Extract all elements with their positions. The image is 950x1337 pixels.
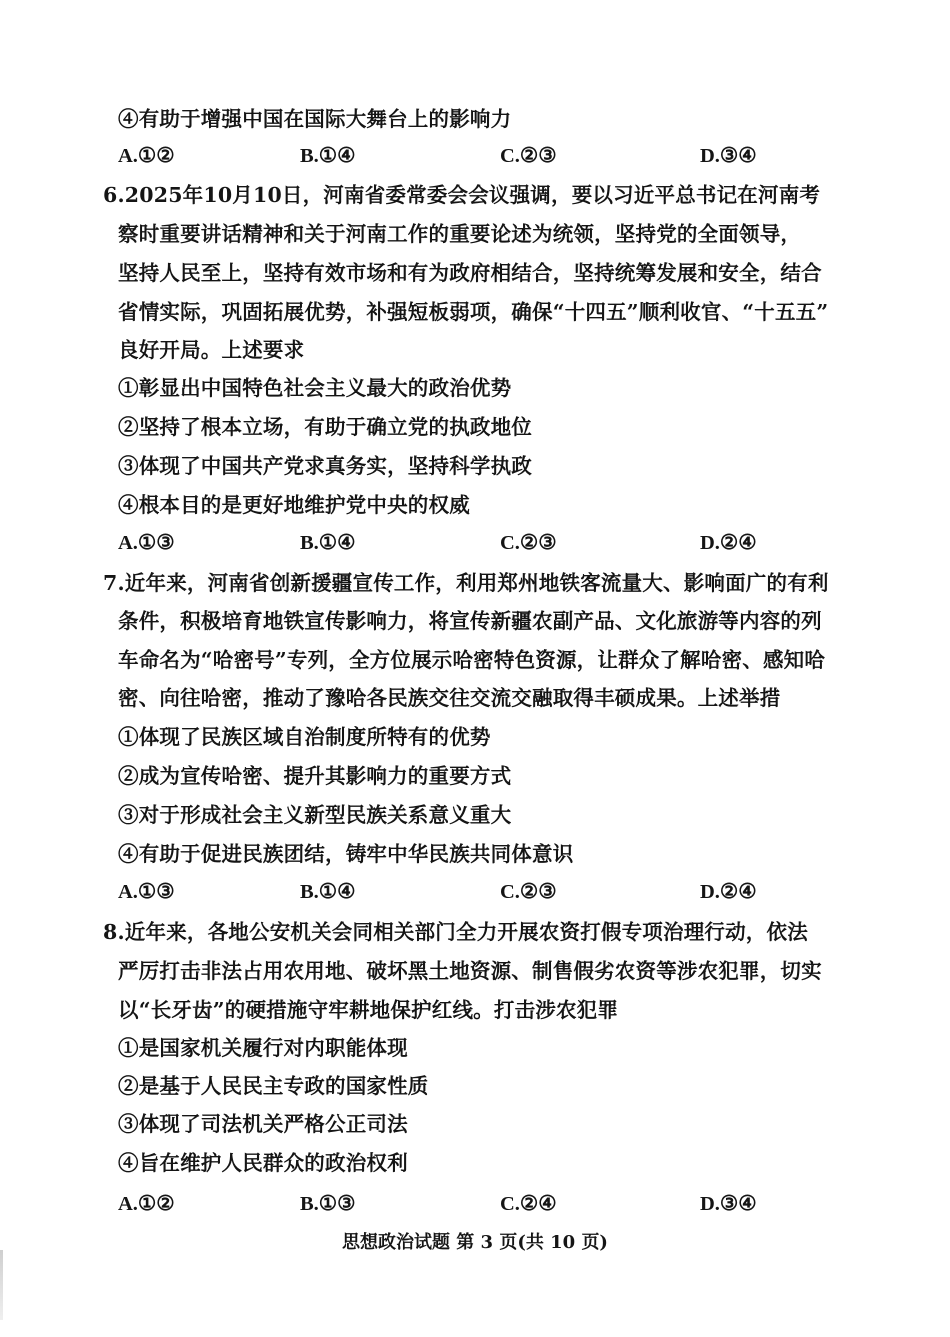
q7-stem-line-1: 7.近年来，河南省创新援疆宣传工作，利用郑州地铁客流量大、影响面广的有利: [103, 571, 829, 595]
q5-choice-c: C.②③: [500, 145, 557, 167]
q6-stem-line-3: 坚持人民至上，坚持有效市场和有为政府相结合，坚持统筹发展和安全，结合: [118, 261, 822, 285]
q5-choices: [118, 141, 838, 171]
q7-choice-d: D.②④: [700, 881, 757, 903]
q8-option-1: ①是国家机关履行对内职能体现: [118, 1036, 408, 1060]
q8-stem-line-2: 严厉打击非法占用农用地、破坏黑土地资源、制售假劣农资等涉农犯罪，切实: [118, 959, 822, 983]
q5-choice-d: D.③④: [700, 145, 757, 167]
q8-stem-line-1: 8.近年来，各地公安机关会同相关部门全力开展农资打假专项治理行动，依法: [103, 920, 808, 944]
q6-stem-line-5: 良好开局。上述要求: [118, 338, 305, 362]
q6-stem-line-4: 省情实际，巩固拓展优势，补强短板弱项，确保“十四五”顺利收官、“十五五”: [118, 300, 829, 324]
q6-choice-b: B.①④: [300, 532, 356, 554]
q8-choices: [118, 1189, 838, 1219]
q8-option-2: ②是基于人民民主专政的国家性质: [118, 1074, 429, 1098]
q7-option-4: ④有助于促进民族团结，铸牢中华民族共同体意识: [118, 842, 574, 866]
q8-choice-b: B.①③: [300, 1193, 356, 1215]
q7-stem-line-4: 密、向往哈密，推动了豫哈各民族交往交流交融取得丰硕成果。上述举措: [118, 686, 781, 710]
q5-option-4: ④有助于增强中国在国际大舞台上的影响力: [118, 107, 512, 131]
q7-choices: [118, 877, 838, 907]
q7-option-2: ②成为宣传哈密、提升其影响力的重要方式: [118, 764, 512, 788]
q8-stem-line-3: 以“长牙齿”的硬措施守牢耕地保护红线。打击涉农犯罪: [118, 998, 619, 1022]
q5-choice-b: B.①④: [300, 145, 356, 167]
q8-choice-d: D.③④: [700, 1193, 757, 1215]
q7-option-1: ①体现了民族区域自治制度所特有的优势: [118, 725, 491, 749]
q8-choice-a: A.①②: [118, 1193, 175, 1215]
q8-choice-c: C.②④: [500, 1193, 557, 1215]
q6-choices: [118, 528, 838, 558]
q8-option-3: ③体现了司法机关严格公正司法: [118, 1112, 408, 1136]
q7-stem-line-3: 车命名为“哈密号”专列，全方位展示哈密特色资源，让群众了解哈密、感知哈: [118, 648, 826, 672]
q7-option-3: ③对于形成社会主义新型民族关系意义重大: [118, 803, 512, 827]
q7-choice-c: C.②③: [500, 881, 557, 903]
q6-choice-d: D.②④: [700, 532, 757, 554]
q7-stem-line-2: 条件，积极培育地铁宣传影响力，将宣传新疆农副产品、文化旅游等内容的列: [118, 609, 822, 633]
q7-choice-b: B.①④: [300, 881, 356, 903]
q6-stem-line-2: 察时重要讲话精神和关于河南工作的重要论述为统领，坚持党的全面领导，: [118, 222, 802, 246]
q6-choice-c: C.②③: [500, 532, 557, 554]
q5-choice-a: A.①②: [118, 145, 175, 167]
q6-option-4: ④根本目的是更好地维护党中央的权威: [118, 493, 470, 517]
q6-option-2: ②坚持了根本立场，有助于确立党的执政地位: [118, 415, 532, 439]
q6-choice-a: A.①③: [118, 532, 175, 554]
scan-edge-mark: [0, 1250, 3, 1320]
q8-option-4: ④旨在维护人民群众的政治权利: [118, 1151, 408, 1175]
q7-choice-a: A.①③: [118, 881, 175, 903]
q6-option-3: ③体现了中国共产党求真务实，坚持科学执政: [118, 454, 532, 478]
q6-stem-line-1: 6.2025年10月10日，河南省委常委会会议强调，要以习近平总书记在河南考: [103, 183, 821, 207]
page-footer: 思想政治试题 第 3 页(共 10 页): [342, 1232, 608, 1253]
q6-option-1: ①彰显出中国特色社会主义最大的政治优势: [118, 376, 512, 400]
